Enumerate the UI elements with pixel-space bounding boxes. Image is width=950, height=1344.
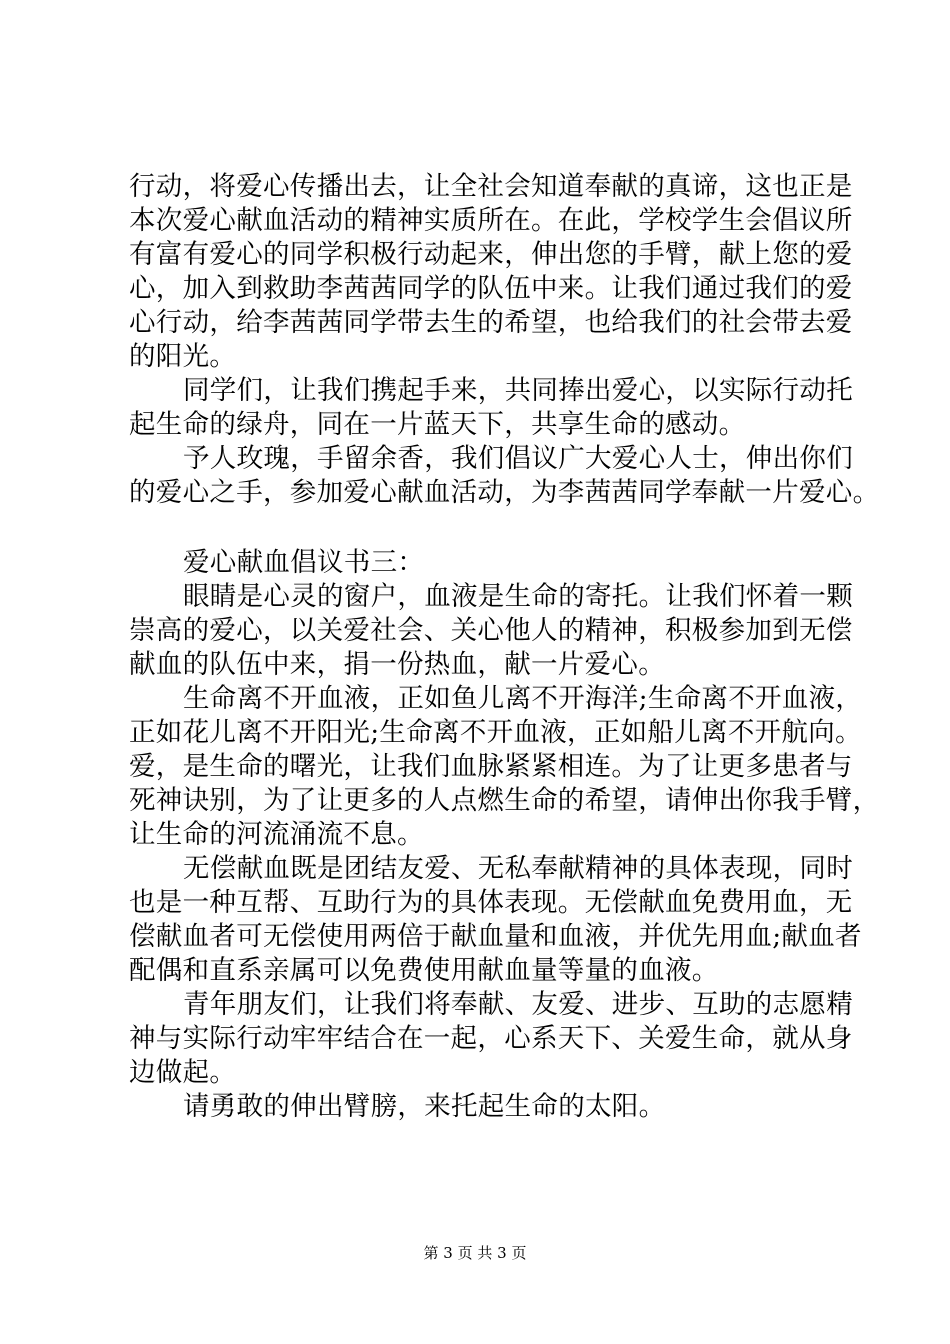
text-line: 配偶和直系亲属可以免费使用献血量等量的血液。 (129, 955, 719, 986)
text-line: 边做起。 (129, 1057, 237, 1088)
text-line: 的爱心之手，参加爱心献血活动，为李茜茜同学奉献一片爱心。 (129, 477, 880, 508)
page-footer (0, 1243, 950, 1263)
paragraph-gap (129, 510, 849, 546)
text-line: 也是一种互帮、互助行为的具体表现。无偿献血免费用血，无 (129, 887, 853, 918)
text-line: 有富有爱心的同学积极行动起来，伸出您的手臂，献上您的爱 (129, 239, 853, 270)
text-line: 心，加入到救助李茜茜同学的队伍中来。让我们通过我们的爱 (129, 273, 853, 304)
text-line: 生命离不开血液，正如鱼儿离不开海洋;生命离不开血液， (183, 683, 863, 714)
section-heading: 爱心献血倡议书三： (183, 547, 425, 578)
text-line: 献血的队伍中来，捐一份热血，献一片爱心。 (129, 649, 665, 680)
text-line: 偿献血者可无偿使用两倍于献血量和血液，并优先用血;献血者 (129, 921, 862, 952)
text-line: 无偿献血既是团结友爱、无私奉献精神的具体表现，同时 (183, 853, 853, 884)
text-line: 的阳光。 (129, 341, 237, 372)
text-line: 爱，是生命的曙光，让我们血脉紧紧相连。为了让更多患者与 (129, 751, 853, 782)
text-line: 正如花儿离不开阳光;生命离不开血液，正如船儿离不开航向。 (129, 717, 862, 748)
text-line: 起生命的绿舟，同在一片蓝天下，共享生命的感动。 (129, 409, 746, 440)
text-line: 同学们，让我们携起手来，共同捧出爱心，以实际行动托 (183, 375, 853, 406)
text-line: 心行动，给李茜茜同学带去生的希望，也给我们的社会带去爱 (129, 307, 853, 338)
text-line: 眼睛是心灵的窗户，血液是生命的寄托。让我们怀着一颗 (183, 581, 853, 612)
text-line: 崇高的爱心，以关爱社会、关心他人的精神，积极参加到无偿 (129, 615, 853, 646)
page-number-label: 第 3 页 共 3 页 (423, 1244, 527, 1262)
text-line: 予人玫瑰，手留余香，我们倡议广大爱心人士，伸出你们 (183, 443, 853, 474)
text-line: 青年朋友们，让我们将奉献、友爱、进步、互助的志愿精 (183, 989, 853, 1020)
text-line: 本次爱心献血活动的精神实质所在。在此，学校学生会倡议所 (129, 205, 853, 236)
text-line: 让生命的河流涌流不息。 (129, 819, 424, 850)
text-line: 死神诀别，为了让更多的人点燃生命的希望，请伸出你我手臂， (129, 785, 880, 816)
text-line: 行动，将爱心传播出去，让全社会知道奉献的真谛，这也正是 (129, 171, 853, 202)
text-line: 神与实际行动牢牢结合在一起，心系天下、关爱生命，就从身 (129, 1023, 853, 1054)
text-line: 请勇敢的伸出臂膀，来托起生命的太阳。 (183, 1091, 666, 1122)
document-body (129, 170, 880, 1124)
